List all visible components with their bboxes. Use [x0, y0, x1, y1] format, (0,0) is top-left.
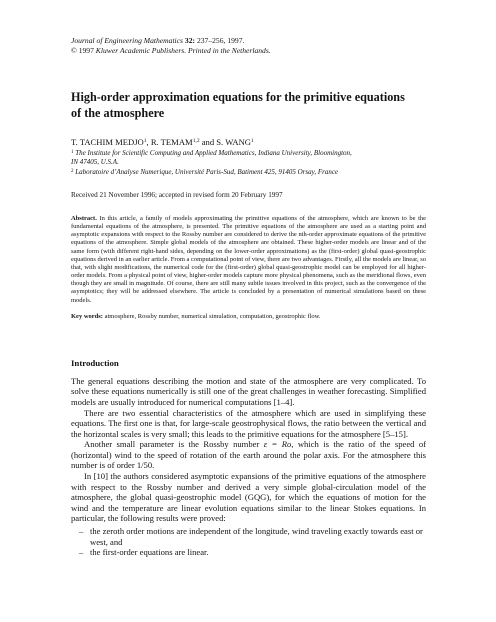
- paper-title: [71, 89, 426, 121]
- journal-citation: [71, 36, 426, 46]
- received-dates: Received 21 November 1996; accepted in revised form 20 February 1997: [71, 191, 283, 199]
- author-2-affil: 1,2: [192, 138, 200, 144]
- list-item-text: the zeroth order motions are independent of the longitude, wind traveling exactly towards east or west, and: [90, 526, 423, 547]
- list-item: [79, 526, 426, 547]
- affiliation-1-mark: 1: [71, 150, 74, 155]
- author-1: T. TACHIM MEDJO: [71, 137, 144, 147]
- publisher: Kluwer Academic Publishers.: [95, 46, 187, 55]
- printed-location: Printed in the Netherlands.: [188, 46, 271, 55]
- affiliation-1-line-2: IN 47405, U.S.A.: [71, 158, 119, 166]
- title-line-2: of the atmosphere: [71, 106, 165, 120]
- affiliation-2-text: Laboratoire d’Analyse Numerique, Université Paris-Sud, Batiment 425, 91405 Orsay, France: [75, 168, 339, 176]
- author-separator: ,: [146, 137, 151, 147]
- abstract-label: Abstract.: [71, 215, 97, 222]
- journal-pages: 237–256, 1997.: [196, 36, 245, 45]
- title-line-1: High-order approximation equations for the primitive equations: [71, 90, 405, 104]
- list-dash: –: [79, 526, 84, 537]
- intro-paragraph-3-start: Another small parameter is the Rossby number: [84, 439, 264, 450]
- author-1-affil: 1: [143, 138, 147, 144]
- introduction-body: [71, 376, 426, 524]
- affiliation-2: [71, 167, 426, 177]
- author-3: S. WANG: [216, 137, 251, 147]
- journal-name: Journal of Engineering Mathematics: [71, 36, 183, 45]
- list-item: [79, 547, 426, 558]
- journal-volume: 32:: [184, 36, 196, 45]
- rossby-number-formula: ε = Ro: [263, 439, 292, 450]
- intro-paragraph-4: In [10] the authors considered asymptotic expansions of the primitive equations of the atmosphere with respect to the Rossby number and derived a very simple global-circulation model of the atmosphere, the global quasi-geostrophic model (GQG), for which the equations of motion for the wind and the temperature are linear evolution equations similar to the linear Stokes equations. In particular, the following results were proved:: [71, 471, 426, 524]
- copyright-symbol: ©: [71, 46, 77, 55]
- author-separator: and: [199, 137, 217, 147]
- abstract-text: In this article, a family of models approximating the primitive equations of the atmosphere, which are known to be the fundamental equations of the atmosphere, is presented. The primitive equations of the atmosphere are used as a starting point and asymptotic expansions with respect to the Rossby number are considered to derive the nth-order approximate equations of the primitive equations of the atmosphere. Simple global models of the atmosphere are obtained. These higher-order models are linear and of the same form (with different right-hand sides, depending on the lower-order approximations) as the (first-order) global quasi-geostrophic equations derived in an earlier article. From a computational point of view, there are two advantages. Firstly, all the models are linear, so that, with slight modifications, the numerical code for the (first-order) global quasi-geostrophic model can be employed for all higher-order models. From a physical point of view, higher-order models capture more physical phenomena, such as the meridional flows, even though they are small in magnitude. Of course, there are still many subtle issues involved in this project, such as the convergence of the asymptotics; they will be addressed elsewhere. The article is concluded by a presentation of numerical simulations based on these models.: [71, 215, 427, 304]
- copyright-year: 1997: [78, 46, 94, 55]
- section-heading-introduction: Introduction: [71, 357, 119, 368]
- keywords: [71, 313, 426, 321]
- affiliation-1-line-1: The Institute for Scientific Computing and Applied Mathematics, Indiana University, Bloomington,: [75, 149, 352, 157]
- abstract: [71, 215, 426, 305]
- affiliation-2-mark: 2: [71, 169, 74, 174]
- intro-paragraph-3-end: , which is the ratio of the speed of (horizontal) wind to the speed of rotation of the earth around the polar axis. For the atmosphere this number is of order 1/50.: [71, 439, 427, 471]
- intro-paragraph-2: There are two essential characteristics of the atmosphere which are used in simplifying these equations. The first one is that, for large-scale geostrophysical flows, the ratio between the vertical and the horizontal scales is very small; this leads to the primitive equations for the atmosphere [5–15].: [71, 407, 426, 439]
- affiliation-1: [71, 148, 426, 167]
- author-2: R. TEMAM: [150, 137, 193, 147]
- intro-paragraph-3: [71, 439, 426, 471]
- author-list: [71, 136, 426, 148]
- keywords-label: Key words:: [71, 312, 103, 320]
- list-item-text: the first-order equations are linear.: [90, 547, 209, 558]
- author-3-affil: 1: [250, 138, 254, 144]
- results-list: [71, 526, 426, 558]
- list-dash: –: [79, 547, 84, 558]
- keywords-text: atmosphere, Rossby number, numerical simulation, computation, geostrophic flow.: [104, 312, 321, 320]
- intro-paragraph-1: The general equations describing the motion and state of the atmosphere are very complicated. To solve these equations numerically is still one of the great challenges in weather forecasting. Simplified models are usually introduced for numerical computations [1–4].: [71, 375, 426, 407]
- copyright-line: [71, 46, 426, 56]
